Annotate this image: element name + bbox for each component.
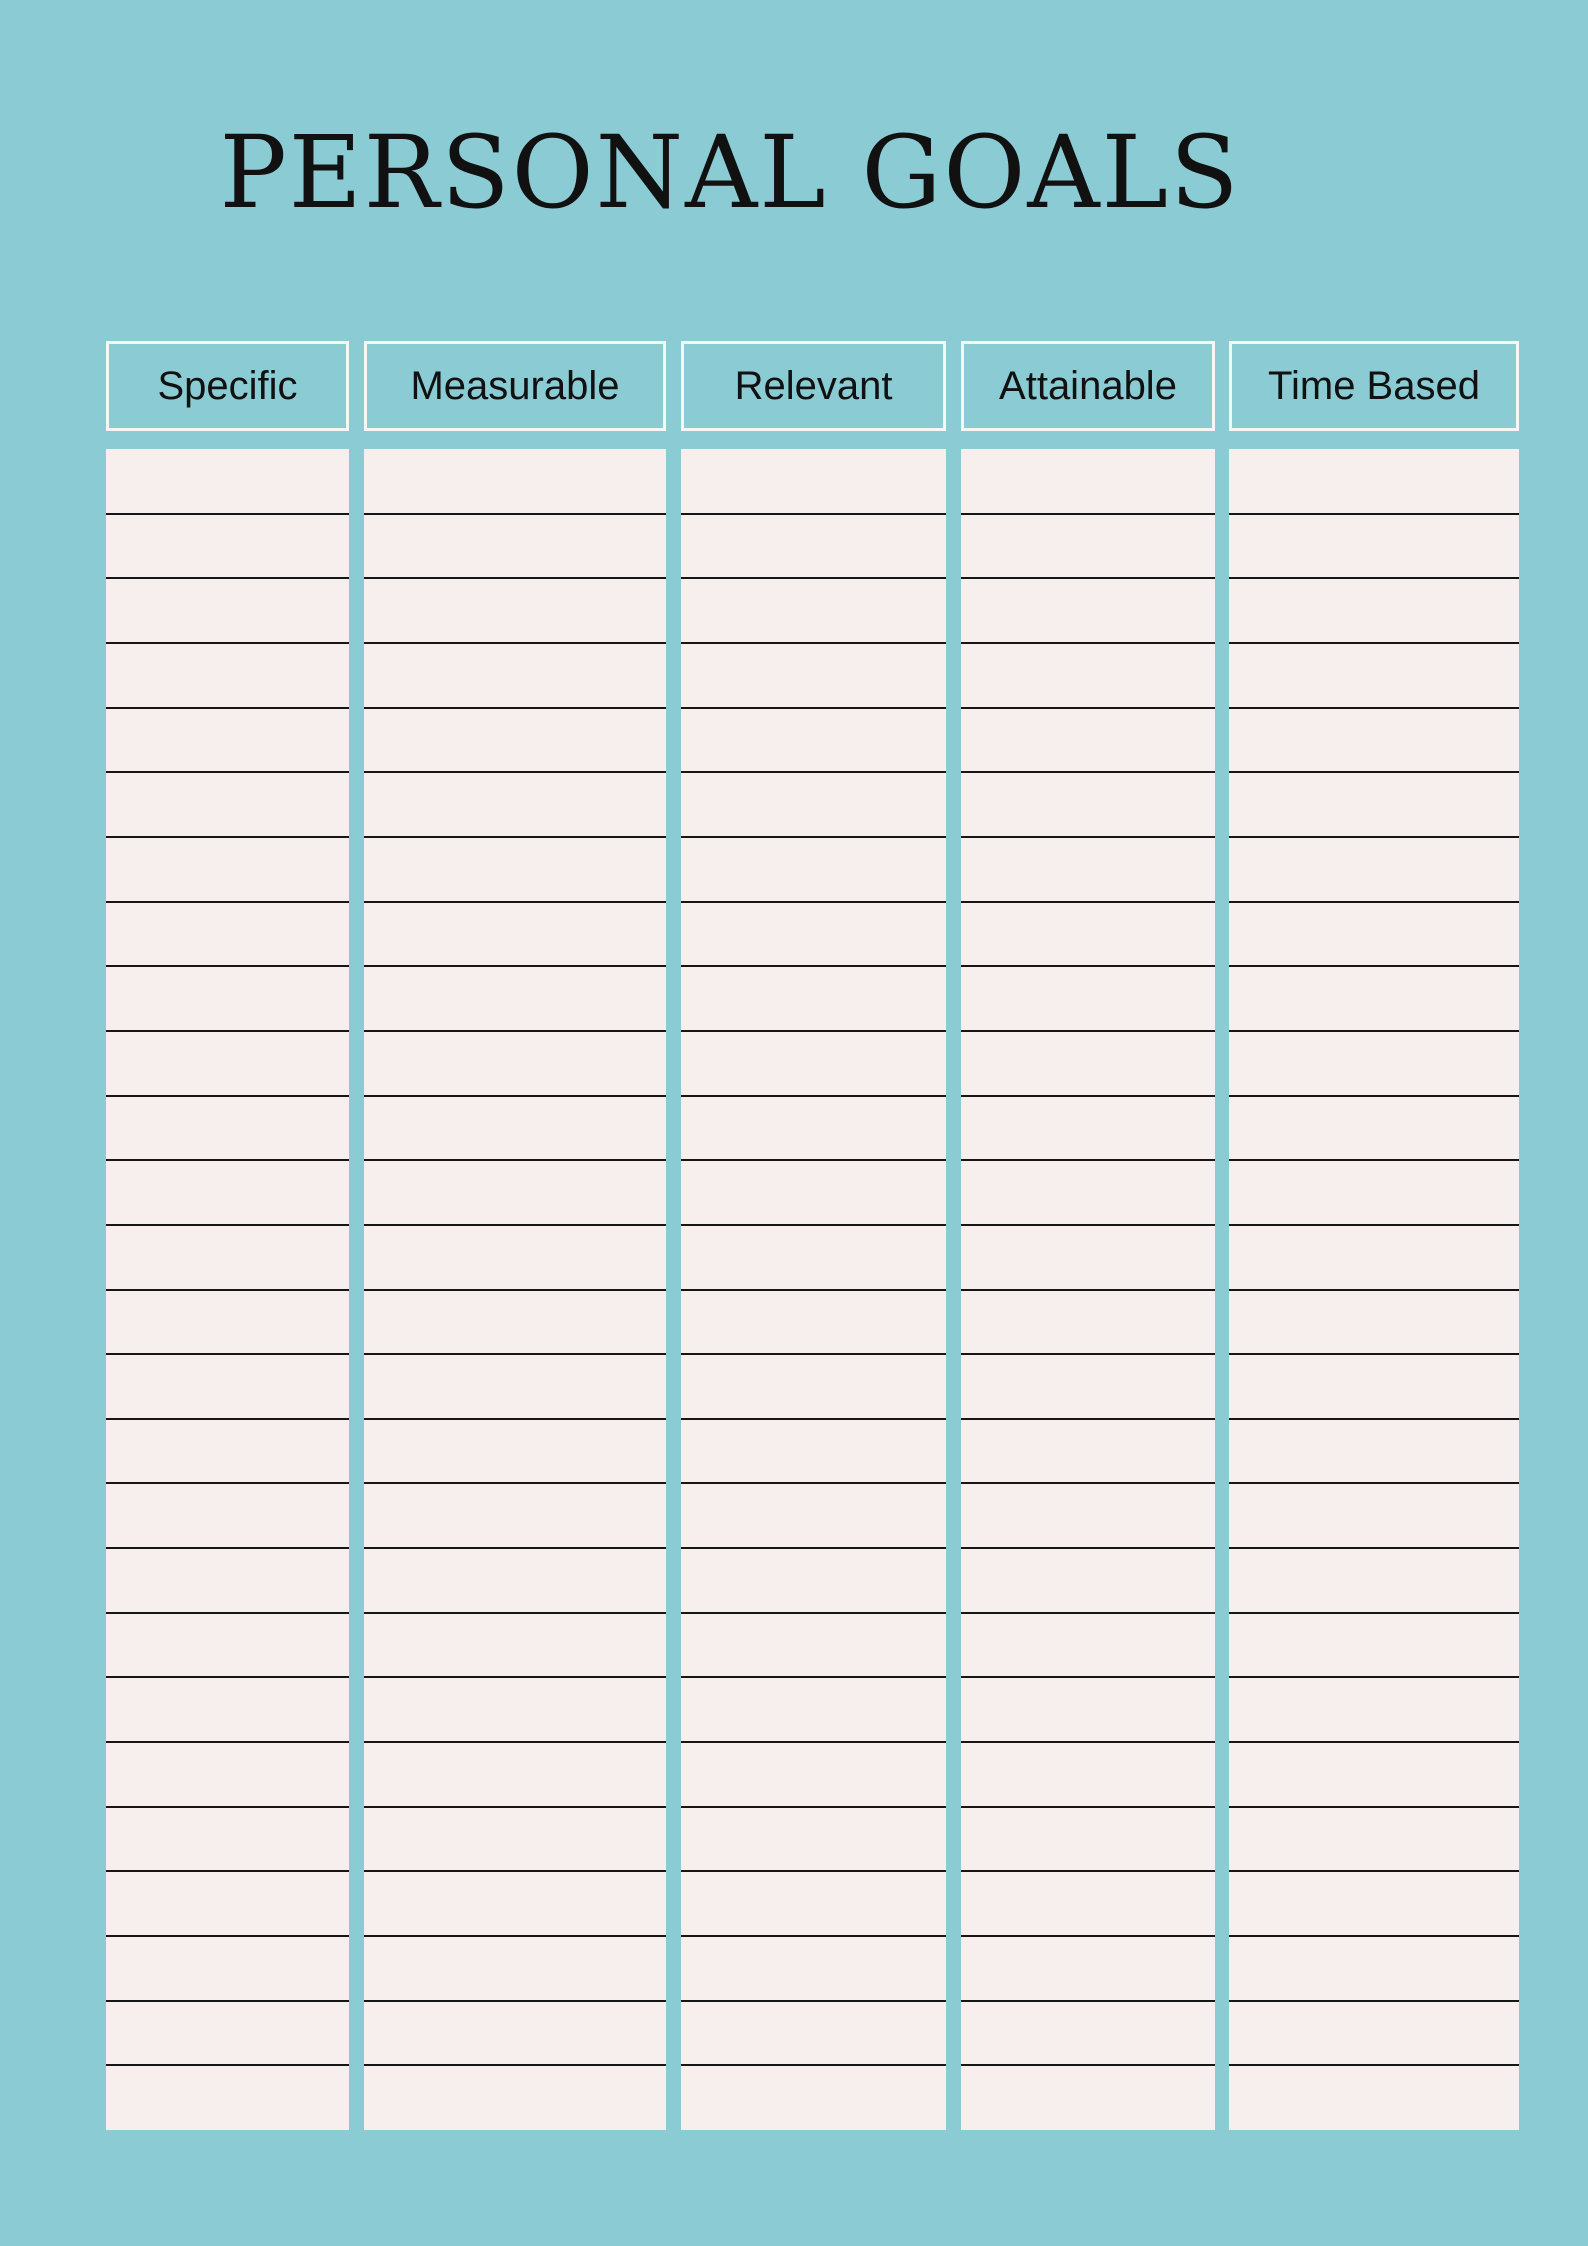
row-rule xyxy=(364,965,666,967)
row-rule xyxy=(681,1547,946,1549)
row-rule xyxy=(106,1676,349,1678)
row-rule xyxy=(681,965,946,967)
row-rule xyxy=(364,1482,666,1484)
row-rule xyxy=(1229,707,1519,709)
row-rule xyxy=(1229,1547,1519,1549)
row-rule xyxy=(106,836,349,838)
row-rule xyxy=(681,836,946,838)
column-header-attainable: Attainable xyxy=(961,341,1215,431)
row-rule xyxy=(961,1741,1215,1743)
row-rule xyxy=(106,2000,349,2002)
row-rule xyxy=(961,901,1215,903)
row-rule xyxy=(961,965,1215,967)
row-rule xyxy=(106,1612,349,1614)
row-rule xyxy=(681,1159,946,1161)
column-body-attainable xyxy=(961,449,1215,2130)
row-rule xyxy=(364,1353,666,1355)
row-rule xyxy=(364,1159,666,1161)
row-rule xyxy=(364,1547,666,1549)
row-rule xyxy=(106,1353,349,1355)
row-rule xyxy=(1229,2000,1519,2002)
row-rule xyxy=(364,2000,666,2002)
row-rule xyxy=(364,1806,666,1808)
row-rule xyxy=(364,642,666,644)
row-rule xyxy=(961,642,1215,644)
column-body-time-based xyxy=(1229,449,1519,2130)
row-rule xyxy=(106,2064,349,2066)
row-rule xyxy=(681,577,946,579)
row-rule xyxy=(961,771,1215,773)
row-rule xyxy=(106,1030,349,1032)
column-header-time-based: Time Based xyxy=(1229,341,1519,431)
row-rule xyxy=(961,1612,1215,1614)
row-rule xyxy=(1229,2064,1519,2066)
row-rule xyxy=(106,1418,349,1420)
row-rule xyxy=(681,707,946,709)
row-rule xyxy=(961,1159,1215,1161)
column-body-specific xyxy=(106,449,349,2130)
row-rule xyxy=(1229,1030,1519,1032)
row-rule xyxy=(961,1289,1215,1291)
row-rule xyxy=(364,1741,666,1743)
row-rule xyxy=(961,1418,1215,1420)
row-rule xyxy=(681,1289,946,1291)
row-rule xyxy=(681,642,946,644)
row-rule xyxy=(961,1870,1215,1872)
row-rule xyxy=(106,901,349,903)
row-rule xyxy=(364,513,666,515)
row-rule xyxy=(1229,1418,1519,1420)
row-rule xyxy=(106,1224,349,1226)
row-rule xyxy=(106,1741,349,1743)
row-rule xyxy=(1229,1806,1519,1808)
row-rule xyxy=(681,1741,946,1743)
row-rule xyxy=(1229,1289,1519,1291)
row-rule xyxy=(1229,1676,1519,1678)
row-rule xyxy=(681,1806,946,1808)
row-rule xyxy=(106,1159,349,1161)
row-rule xyxy=(106,1095,349,1097)
row-rule xyxy=(681,1482,946,1484)
column-body-measurable xyxy=(364,449,666,2130)
row-rule xyxy=(961,1482,1215,1484)
row-rule xyxy=(106,771,349,773)
row-rule xyxy=(961,577,1215,579)
row-rule xyxy=(364,1676,666,1678)
row-rule xyxy=(681,1418,946,1420)
row-rule xyxy=(1229,513,1519,515)
column-header-relevant: Relevant xyxy=(681,341,946,431)
row-rule xyxy=(681,1676,946,1678)
row-rule xyxy=(1229,1935,1519,1937)
row-rule xyxy=(961,836,1215,838)
row-rule xyxy=(1229,836,1519,838)
column-header-measurable: Measurable xyxy=(364,341,666,431)
row-rule xyxy=(1229,1741,1519,1743)
row-rule xyxy=(364,1289,666,1291)
row-rule xyxy=(961,513,1215,515)
row-rule xyxy=(1229,965,1519,967)
row-rule xyxy=(364,1612,666,1614)
row-rule xyxy=(1229,642,1519,644)
row-rule xyxy=(106,1482,349,1484)
row-rule xyxy=(681,513,946,515)
row-rule xyxy=(106,707,349,709)
row-rule xyxy=(961,1224,1215,1226)
row-rule xyxy=(681,1353,946,1355)
row-rule xyxy=(1229,1095,1519,1097)
row-rule xyxy=(1229,1224,1519,1226)
row-rule xyxy=(364,901,666,903)
row-rule xyxy=(364,1224,666,1226)
row-rule xyxy=(364,771,666,773)
row-rule xyxy=(681,2064,946,2066)
row-rule xyxy=(961,707,1215,709)
row-rule xyxy=(1229,1612,1519,1614)
row-rule xyxy=(1229,1870,1519,1872)
column-body-relevant xyxy=(681,449,946,2130)
row-rule xyxy=(681,1612,946,1614)
row-rule xyxy=(1229,1353,1519,1355)
row-rule xyxy=(681,2000,946,2002)
row-rule xyxy=(961,1935,1215,1937)
row-rule xyxy=(681,1095,946,1097)
row-rule xyxy=(961,1547,1215,1549)
row-rule xyxy=(106,577,349,579)
row-rule xyxy=(106,642,349,644)
row-rule xyxy=(1229,577,1519,579)
row-rule xyxy=(681,1030,946,1032)
row-rule xyxy=(1229,1159,1519,1161)
row-rule xyxy=(106,1935,349,1937)
column-header-specific: Specific xyxy=(106,341,349,431)
row-rule xyxy=(106,1289,349,1291)
row-rule xyxy=(961,2000,1215,2002)
row-rule xyxy=(961,2064,1215,2066)
row-rule xyxy=(681,1870,946,1872)
row-rule xyxy=(106,1806,349,1808)
row-rule xyxy=(364,1870,666,1872)
row-rule xyxy=(364,836,666,838)
row-rule xyxy=(364,1418,666,1420)
row-rule xyxy=(364,707,666,709)
page-title: PERSONAL GOALS xyxy=(219,114,1241,231)
row-rule xyxy=(1229,901,1519,903)
row-rule xyxy=(106,965,349,967)
row-rule xyxy=(364,1095,666,1097)
row-rule xyxy=(961,1353,1215,1355)
row-rule xyxy=(1229,771,1519,773)
row-rule xyxy=(364,2064,666,2066)
row-rule xyxy=(681,1224,946,1226)
row-rule xyxy=(961,1676,1215,1678)
row-rule xyxy=(961,1806,1215,1808)
row-rule xyxy=(681,1935,946,1937)
row-rule xyxy=(1229,1482,1519,1484)
row-rule xyxy=(961,1095,1215,1097)
row-rule xyxy=(681,901,946,903)
row-rule xyxy=(364,1935,666,1937)
row-rule xyxy=(106,1547,349,1549)
row-rule xyxy=(364,1030,666,1032)
row-rule xyxy=(681,771,946,773)
row-rule xyxy=(364,577,666,579)
row-rule xyxy=(106,1870,349,1872)
row-rule xyxy=(961,1030,1215,1032)
row-rule xyxy=(106,513,349,515)
